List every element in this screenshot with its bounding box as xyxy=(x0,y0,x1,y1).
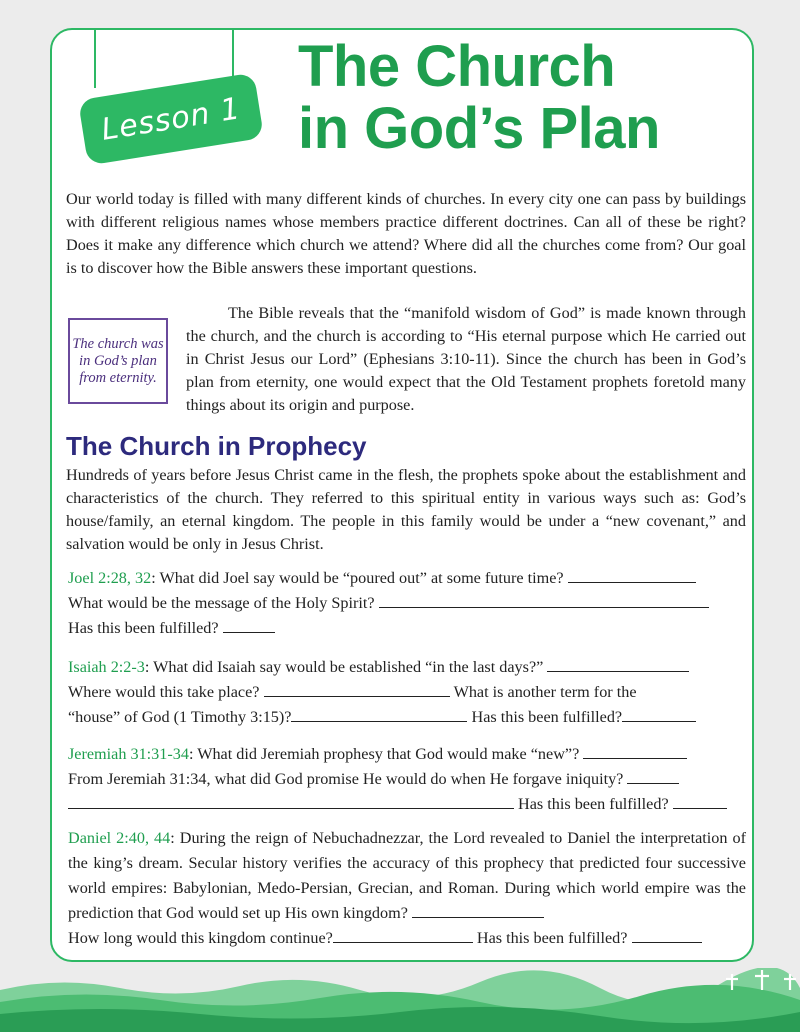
scripture-ref-jeremiah: Jeremiah 31:31-34 xyxy=(68,745,189,763)
answer-blank[interactable] xyxy=(379,593,709,608)
joel-question-3: Has this been fulfilled? xyxy=(68,619,219,637)
scripture-ref-joel: Joel 2:28, 32 xyxy=(68,569,152,587)
tag-string-left xyxy=(94,28,96,88)
joel-question-1: : What did Joel say would be “poured out” at some future time? xyxy=(151,569,564,587)
sidebar-note-text: The church was in God’s plan from eternity. xyxy=(72,335,164,386)
prophecy-paragraph: Hundreds of years before Jesus Christ came in the flesh, the prophets spoke about the establishment and characteristics of the church. They referred to this spiritual entity in various ways such as: God’s house/family, an eternal kingdom. The people in this family would be under a “new covenant,” and salvation would be only in Jesus Christ. xyxy=(66,466,746,553)
joel-question-2: What would be the message of the Holy Spirit? xyxy=(68,594,375,612)
answer-blank[interactable] xyxy=(412,903,544,918)
isaiah-question-3: What is another term for the xyxy=(453,683,637,701)
sidebar-note xyxy=(68,318,168,404)
intro-paragraph: Our world today is filled with many different kinds of churches. In every city one can pass by buildings with different religious names whose members practice different doctrines. Can all of these be right? Does it make any difference which church we attend? Where did all the churches come from? Our goal is to discover how the Bible answers these important questions. xyxy=(66,190,746,277)
answer-blank[interactable] xyxy=(673,794,727,809)
isaiah-question-4: “house” of God (1 Timothy 3:15)? xyxy=(68,708,292,726)
jeremiah-question-3: Has this been fulfilled? xyxy=(518,795,669,813)
lesson-label: Lesson 1 xyxy=(98,90,244,148)
answer-blank[interactable] xyxy=(547,657,689,672)
answer-blank[interactable] xyxy=(223,618,275,633)
question-jeremiah xyxy=(68,742,746,817)
title-line-2: in God’s Plan xyxy=(298,96,660,161)
scripture-ref-daniel: Daniel 2:40, 44 xyxy=(68,829,171,847)
jeremiah-question-2: From Jeremiah 31:34, what did God promise He would do when He forgave iniquity? xyxy=(68,770,624,788)
question-daniel xyxy=(68,826,746,951)
isaiah-question-5: Has this been fulfilled? xyxy=(471,708,623,726)
hills-illustration xyxy=(0,968,800,1032)
question-joel xyxy=(68,566,746,641)
answer-blank[interactable] xyxy=(632,928,702,943)
answer-blank[interactable] xyxy=(333,928,473,943)
answer-blank[interactable] xyxy=(568,568,696,583)
section-heading: The Church in Prophecy xyxy=(66,431,367,461)
daniel-question-2: How long would this kingdom continue? xyxy=(68,929,333,947)
answer-blank[interactable] xyxy=(583,744,687,759)
isaiah-question-2: Where would this take place? xyxy=(68,683,260,701)
jeremiah-question-1: : What did Jeremiah prophesy that God would make “new”? xyxy=(188,745,580,763)
answer-blank[interactable] xyxy=(627,769,679,784)
isaiah-question-1: : What did Isaiah say would be established “in the last days?” xyxy=(144,658,544,676)
answer-blank[interactable] xyxy=(264,682,450,697)
answer-blank[interactable] xyxy=(622,707,696,722)
page-title xyxy=(298,36,738,160)
answer-blank[interactable] xyxy=(68,794,514,809)
scripture-ref-isaiah: Isaiah 2:2-3 xyxy=(68,658,145,676)
question-isaiah xyxy=(68,655,746,730)
answer-blank[interactable] xyxy=(291,707,467,722)
wisdom-paragraph: The Bible reveals that the “manifold wisdom of God” is made known through the church, and the church is according to “His eternal purpose which He carried out in Christ Jesus our Lord” (Ephesians 3:10-11). Since the church has been in God’s plan from eternity, one would expect that the Old Testament prophets foretold many things about its origin and purpose. xyxy=(186,304,746,414)
daniel-question-1: : During the reign of Nebuchadnezzar, the Lord revealed to Daniel the interpretation of the king’s dream. Secular history verifies the accuracy of this prophecy that predicted four successive world empires: Babylonian, Medo-Persian, Grecian, and Roman. During which world empire was the prediction that God would set up His own kingdom? xyxy=(68,829,746,922)
title-line-1: The Church xyxy=(298,34,616,99)
daniel-question-3: Has this been fulfilled? xyxy=(476,929,628,947)
